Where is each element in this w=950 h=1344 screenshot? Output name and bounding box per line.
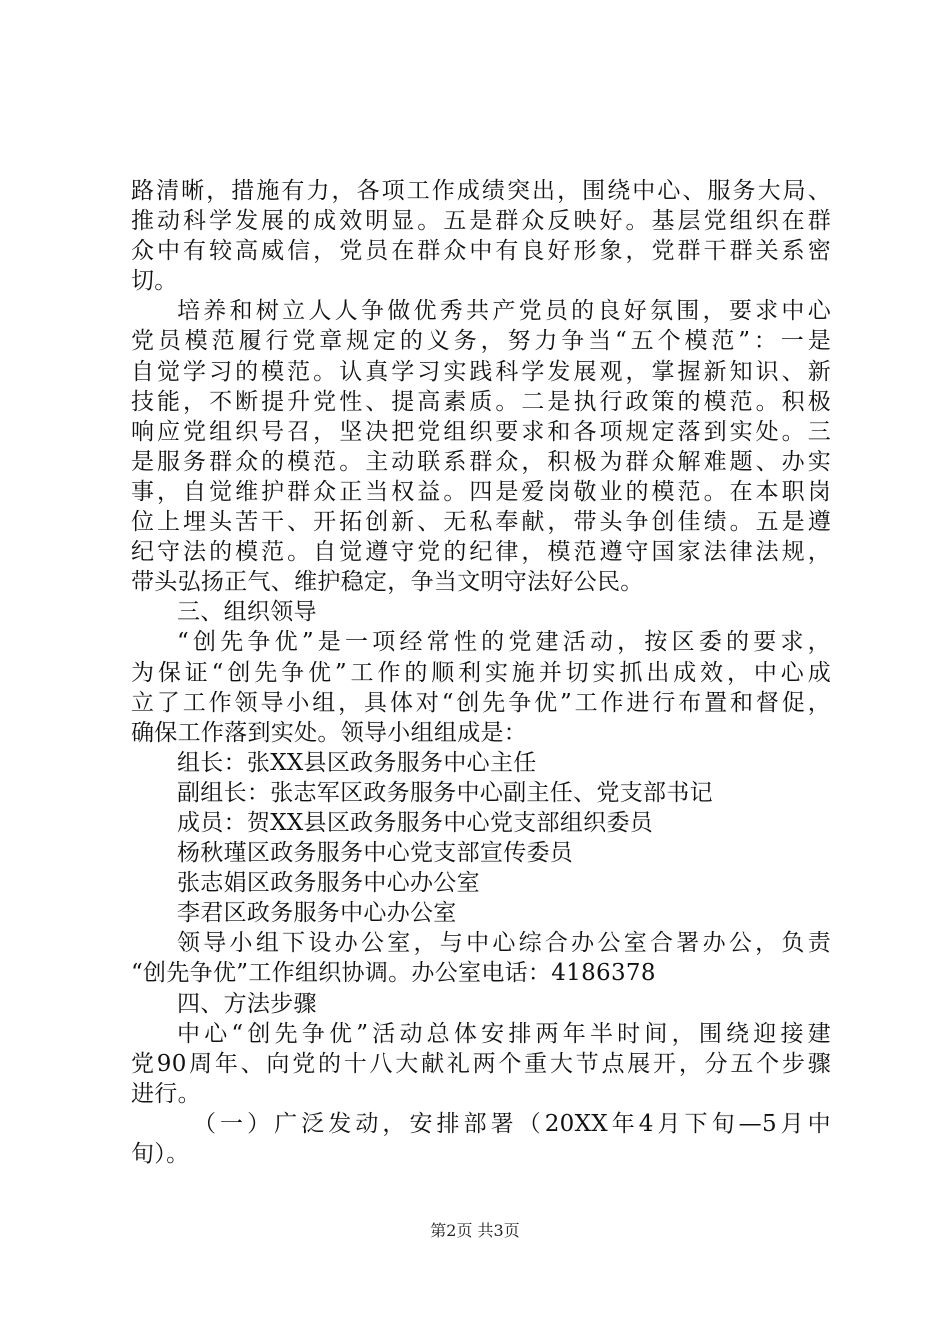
member-line: 张志娟区政务服务中心办公室 xyxy=(177,870,480,897)
paragraph-first-line: “创先争优”是一项经常性的党建活动，按区委的要求， xyxy=(177,629,831,656)
text-line: “创先争优”工作组织协调。办公室电话：4186378 xyxy=(131,960,656,987)
paragraph-first-line: 中心“创先争优”活动总体安排两年半时间，围绕迎接建 xyxy=(177,1020,831,1047)
text-line: 带头弘扬正气、维护稳定，争当文明守法好公民。 xyxy=(131,569,644,596)
text-line: 自觉学习的模范。认真学习实践科学发展观，掌握新知识、新 xyxy=(131,358,831,385)
member-line: 副组长：张志军区政务服务中心副主任、党支部书记 xyxy=(177,779,713,806)
text-line: 响应党组织号召，坚决把党组织要求和各项规定落到实处。三 xyxy=(131,418,831,445)
text-line: 旬）。 xyxy=(131,1141,190,1167)
section-heading: 三、组织领导 xyxy=(177,599,317,626)
member-line: 杨秋瑾区政务服务中心党支部宣传委员 xyxy=(177,840,574,867)
paragraph-first-line: （一）广泛发动，安排部署（20XX年4月下旬—5月中 xyxy=(193,1110,831,1137)
text-line: 为保证“创先争优”工作的顺利实施并切实抓出成效，中心成 xyxy=(131,659,831,686)
text-line: 推动科学发展的成效明显。五是群众反映好。基层党组织在群 xyxy=(131,208,831,235)
text-line: 确保工作落到实处。领导小组组成是： xyxy=(131,719,528,746)
document-body xyxy=(131,176,831,1169)
member-line: 李君区政务服务中心办公室 xyxy=(177,900,457,927)
text-line: 是服务群众的模范。主动联系群众，积极为群众解难题、办实 xyxy=(131,448,831,475)
text-line: 党员模范履行党章规定的义务，努力争当“五个模范”：一是 xyxy=(131,328,831,355)
paragraph-first-line: 领导小组下设办公室，与中心综合办公室合署办公，负责 xyxy=(177,930,831,957)
text-line: 事，自觉维护群众正当权益。四是爱岗敬业的模范。在本职岗 xyxy=(131,478,831,505)
text-line: 位上埋头苦干、开拓创新、无私奉献，带头争创佳绩。五是遵 xyxy=(131,509,831,536)
text-line: 党90周年、向党的十八大献礼两个重大节点展开，分五个步骤 xyxy=(131,1050,831,1077)
paragraph-first-line: 培养和树立人人争做优秀共产党员的良好氛围，要求中心 xyxy=(177,298,831,325)
text-line: 进行。 xyxy=(131,1080,201,1107)
text-line: 切。 xyxy=(131,268,178,295)
member-line: 组长：张XX县区政务服务中心主任 xyxy=(177,749,537,776)
member-line: 成员：贺XX县区政务服务中心党支部组织委员 xyxy=(177,809,654,836)
text-line: 众中有较高威信，党员在群众中有良好形象，党群干群关系密 xyxy=(131,238,831,265)
text-line: 路清晰，措施有力，各项工作成绩突出，围绕中心、服务大局、 xyxy=(131,178,831,204)
text-line: 技能，不断提升党性、提高素质。二是执行政策的模范。积极 xyxy=(131,388,831,415)
section-heading: 四、方法步骤 xyxy=(177,990,317,1017)
text-line: 纪守法的模范。自觉遵守党的纪律，模范遵守国家法律法规， xyxy=(131,539,831,566)
page-number-footer: 第2页 共3页 xyxy=(430,1221,520,1240)
text-line: 立了工作领导小组，具体对“创先争优”工作进行布置和督促， xyxy=(131,689,831,716)
